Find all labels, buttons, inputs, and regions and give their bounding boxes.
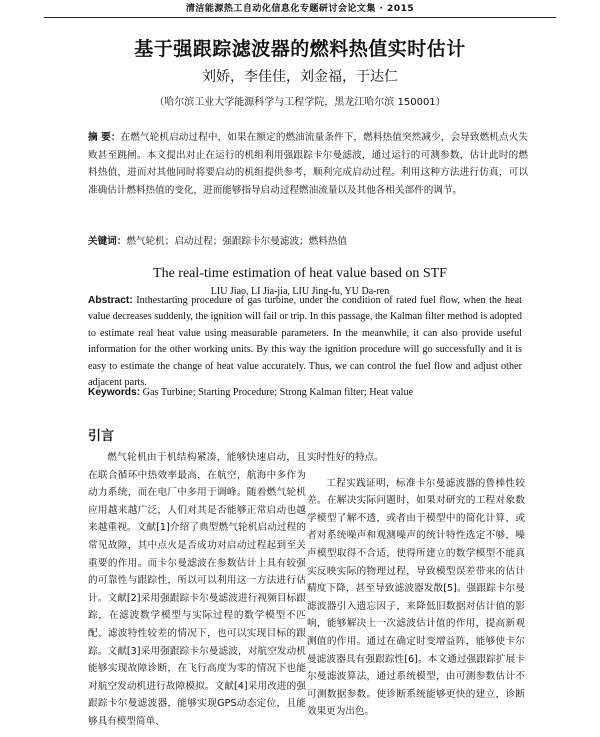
affiliation-cn: （哈尔滨工业大学能源科学与工程学院，黑龙江哈尔滨 150001） <box>154 97 446 108</box>
keywords-cn <box>88 233 528 251</box>
abstract-cn-text: 在燃气轮机启动过程中，如果在额定的燃油流量条件下，燃料热值突然减少，会导致燃机点火失败甚至跳闸。本文提出对止在运行的机组利用强跟踪卡尔曼滤波，通过运行的可测参数，估计此时的燃料热值，进而对其他同时将要启动的机组提供参考，顺利完成启动过程。利用这种方法进行仿真，可以准确估计燃料热值的变化，进而能够指导启动过程燃油流量以及其他各相关部件的调节。 <box>88 132 528 196</box>
keywords-cn-label: 关键词： <box>88 236 127 247</box>
section-heading-introduction: 引言 <box>88 429 115 444</box>
abstract-cn-label: 摘 要： <box>88 132 121 143</box>
paragraph-gap <box>307 467 525 475</box>
authors-en: LIU Jiao, LI Jia-jia, LIU Jing-fu, YU Da-ren <box>210 286 390 297</box>
intro-paragraph-1-continuation: 实时性好的特点。 <box>307 452 384 463</box>
keywords-en-label: Keywords: <box>88 387 141 398</box>
paper-title-cn: 基于强跟踪滤波器的燃料热值实时估计 <box>134 38 466 60</box>
left-column <box>88 449 306 731</box>
intro-paragraph-1: 燃气轮机由于机结构紧凑，能够快速启动，且在联合循环中热效率最高，在航空，航海中多作为动力系统，而在电厂中多用于调峰。随着燃气轮机应用越来越广泛，人们对其是否能够正常启动也越来越重视。文献[1]介绍了典型燃气轮机启动过程的常见故障，其中点火是否成功对启动过程起到至关重要的作用。而卡尔曼滤波在参数估计上具有较强的可靠性与跟踪性，所以可以利用这一方法进行估计。文献[2]采用强跟踪卡尔曼滤波进行视频目标跟踪，在滤波数学模型与实际过程的数学模型不匹配、滤波特性较差的情况下，也可以实现目标的跟踪。文献[3]采用强跟踪卡尔曼滤波，对航空发动机能够实现故障诊断，在飞行高度为零的情况下也能对航空发动机进行故障模拟。文献[4]采用改进的强跟踪卡尔曼滤波器，能够实现GPS动态定位，且能够具有模型简单、 <box>88 452 306 727</box>
keywords-en-text: Gas Turbine; Starting Procedure; Strong Kalman filter; Heat value <box>142 387 414 398</box>
paper-title-en: The real-time estimation of heat value based on STF <box>153 266 447 281</box>
right-column <box>307 449 525 721</box>
abstract-cn <box>88 129 528 199</box>
abstract-en <box>88 293 522 391</box>
keywords-cn-text: 燃气轮机；启动过程；强跟踪卡尔曼滤波；燃料热值 <box>126 236 348 247</box>
keywords-en <box>88 385 522 401</box>
intro-paragraph-2: 工程实践证明，标准卡尔曼滤波器的鲁棒性较差。在解决实际问题时，如果对研究的工程对象数学模型了解不透，或者由于模型中的简化计算，或者对系统噪声和观测噪声的统计特性选定不够，噪声模型取得不合适，使得所建立的数学模型不能真实反映实际的物理过程，导致模型误差带来的估计精度下降，甚至导致滤波器发散[5]。强跟踪卡尔曼滤波器引入遗忘因子，来降低旧数据对估计值的影响，能够解决上一次滤波估计值的作用，提高新观测值的作用。通过在确定时变增益阵，能够使卡尔曼滤波器具有强跟踪性[6]。本文通过强跟踪扩展卡尔曼滤波算法，通过系统模型，由可测参数估计不可测数据参数。使诊断系统能够更快的建立，诊断效果更为出色。 <box>307 477 525 718</box>
abstract-en-text: Inthestarting procedure of gas turbine, under the condition of rated fuel flow, when the heat value decreases suddenly, the ignition will fail or trip. In this passage, the Kalman filter method is adopted to estimate real heat value using measurable parameters. In the meanwhile, it can also provide useful information for the other working units. By this way the ignition procedure will go successfully and it is easy to estimate the change of heat value accurately. Thus, we can control the fuel flow and adjust other adjacent parts. <box>88 295 522 389</box>
authors-cn: 刘娇，李佳佳，刘金福，于达仁 <box>202 69 398 85</box>
abstract-en-label: Abstract: <box>88 295 133 306</box>
running-header: 清洁能源热工自动化信息化专题研讨会论文集 · 2015 <box>44 3 556 18</box>
